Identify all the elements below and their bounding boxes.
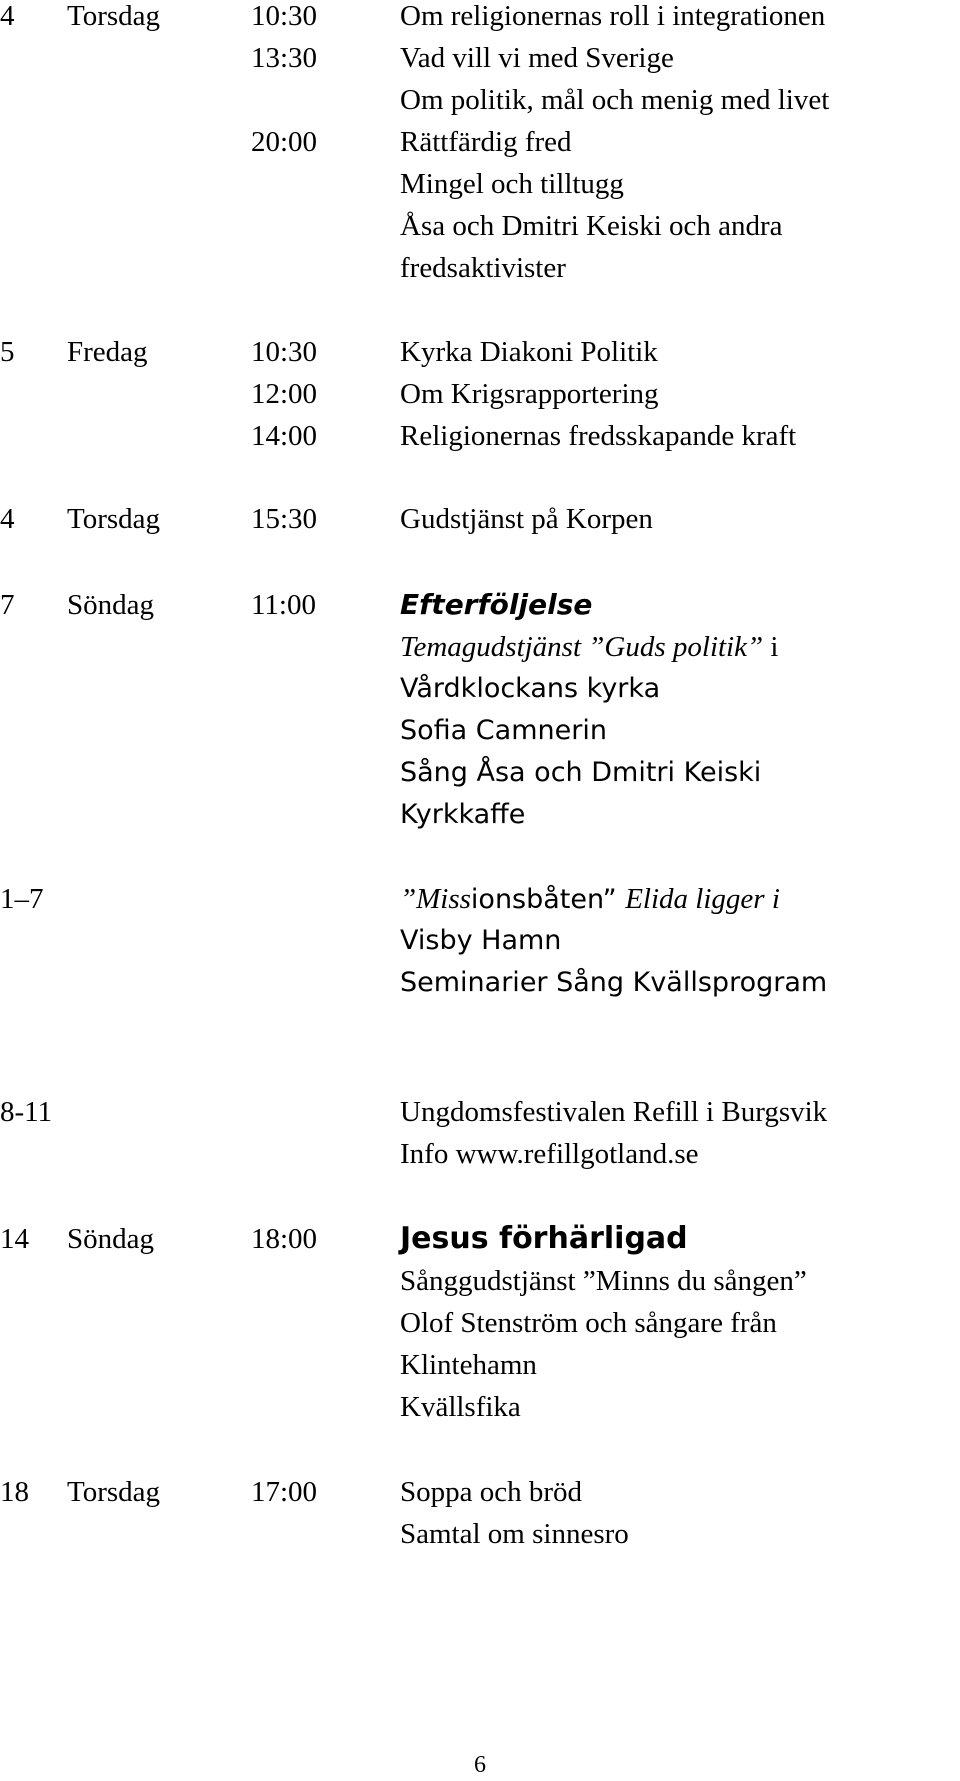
event-time: 13:30 [251, 42, 318, 74]
event-text: Soppa och bröd [400, 1476, 583, 1508]
schedule-row [0, 497, 960, 541]
event-text: Ungdomsfestivalen Refill i Burgsvik [400, 1096, 828, 1128]
weekday: Torsdag [67, 503, 161, 535]
schedule-row [0, 414, 960, 458]
event-text: Vad vill vi med Sverige [400, 42, 674, 74]
schedule-row [0, 1343, 960, 1387]
event-link-text: Info www.refillgotland.se [400, 1138, 699, 1170]
event-text-italic: Temagudstjänst ”Guds politik” [400, 631, 771, 663]
event-text: Om politik, mål och menig med livet [400, 84, 830, 116]
event-text: Kyrka Diakoni Politik [400, 336, 658, 368]
schedule-row [0, 583, 960, 627]
event-text-plain: ionsbåten” [470, 884, 626, 915]
event-time: 10:30 [251, 336, 318, 368]
event-text: Religionernas fredsskapande kraft [400, 420, 797, 452]
schedule-row [0, 877, 960, 921]
event-time: 20:00 [251, 126, 318, 158]
day-number: 1–7 [0, 883, 44, 915]
schedule-row [0, 1090, 960, 1134]
day-number: 18 [0, 1476, 29, 1508]
weekday: Torsdag [67, 1476, 161, 1508]
schedule-row [0, 1470, 960, 1514]
schedule-row [0, 919, 960, 963]
schedule-row [0, 162, 960, 206]
event-text: Seminarier Sång Kvällsprogram [400, 967, 828, 998]
weekday: Söndag [67, 1223, 154, 1255]
schedule-row [0, 1301, 960, 1345]
event-time: 18:00 [251, 1223, 318, 1255]
schedule-row [0, 1217, 960, 1261]
event-time: 10:30 [251, 0, 318, 32]
schedule-row [0, 78, 960, 122]
event-text: Vårdklockans kyrka [400, 673, 661, 704]
event-text: Visby Hamn [400, 925, 562, 956]
event-text-plain: i [770, 631, 779, 663]
event-text: Om religionernas roll i integrationen [400, 0, 826, 32]
schedule-row [0, 1132, 960, 1176]
day-number: 5 [0, 336, 15, 368]
event-text: Rättfärdig fred [400, 126, 572, 158]
event-text: Sofia Camnerin [400, 715, 607, 746]
schedule-row [0, 1259, 960, 1303]
event-text: Olof Stenström och sångare från [400, 1307, 777, 1339]
day-number: 7 [0, 589, 15, 621]
event-text: Sång Åsa och Dmitri Keiski [400, 757, 762, 788]
schedule-row [0, 246, 960, 290]
event-title: Jesus förhärligad [400, 1221, 688, 1256]
event-text: Samtal om sinnesro [400, 1518, 629, 1550]
schedule-row [0, 793, 960, 837]
schedule-row [0, 625, 960, 669]
event-text: Kyrkkaffe [400, 799, 526, 830]
day-number: 4 [0, 503, 15, 535]
event-title: Efterföljelse [400, 588, 593, 621]
event-text: Mingel och tilltugg [400, 168, 624, 200]
event-text: Gudstjänst på Korpen [400, 503, 653, 535]
event-time: 14:00 [251, 420, 318, 452]
page-number: 6 [474, 1752, 486, 1778]
schedule-row [0, 961, 960, 1005]
event-time: 12:00 [251, 378, 318, 410]
weekday: Söndag [67, 589, 154, 621]
schedule-row [0, 709, 960, 753]
event-text: Kvällsfika [400, 1391, 521, 1423]
schedule-row [0, 120, 960, 164]
schedule-row [0, 1512, 960, 1556]
schedule-row [0, 204, 960, 248]
event-text: Om Krigsrapportering [400, 378, 659, 410]
event-text-italic: Elida ligger i [625, 883, 780, 915]
event-text: Åsa och Dmitri Keiski och andra [400, 210, 783, 242]
day-number: 4 [0, 0, 15, 32]
event-text: Sånggudstjänst ”Minns du sången” [400, 1265, 807, 1297]
event-text [400, 877, 780, 922]
event-text: Klintehamn [400, 1349, 537, 1381]
schedule-row [0, 0, 960, 38]
schedule-row [0, 751, 960, 795]
schedule-row [0, 667, 960, 711]
event-text [400, 625, 778, 669]
day-number: 14 [0, 1223, 29, 1255]
schedule-row [0, 330, 960, 374]
weekday: Torsdag [67, 0, 161, 32]
event-text: fredsaktivister [400, 252, 566, 284]
day-number: 8-11 [0, 1096, 53, 1128]
weekday: Fredag [67, 336, 148, 368]
schedule-row [0, 36, 960, 80]
event-time: 15:30 [251, 503, 318, 535]
event-text-italic: ”Miss [400, 883, 471, 915]
schedule-row [0, 1385, 960, 1429]
schedule-row [0, 372, 960, 416]
event-time: 17:00 [251, 1476, 318, 1508]
event-time: 11:00 [251, 589, 316, 621]
